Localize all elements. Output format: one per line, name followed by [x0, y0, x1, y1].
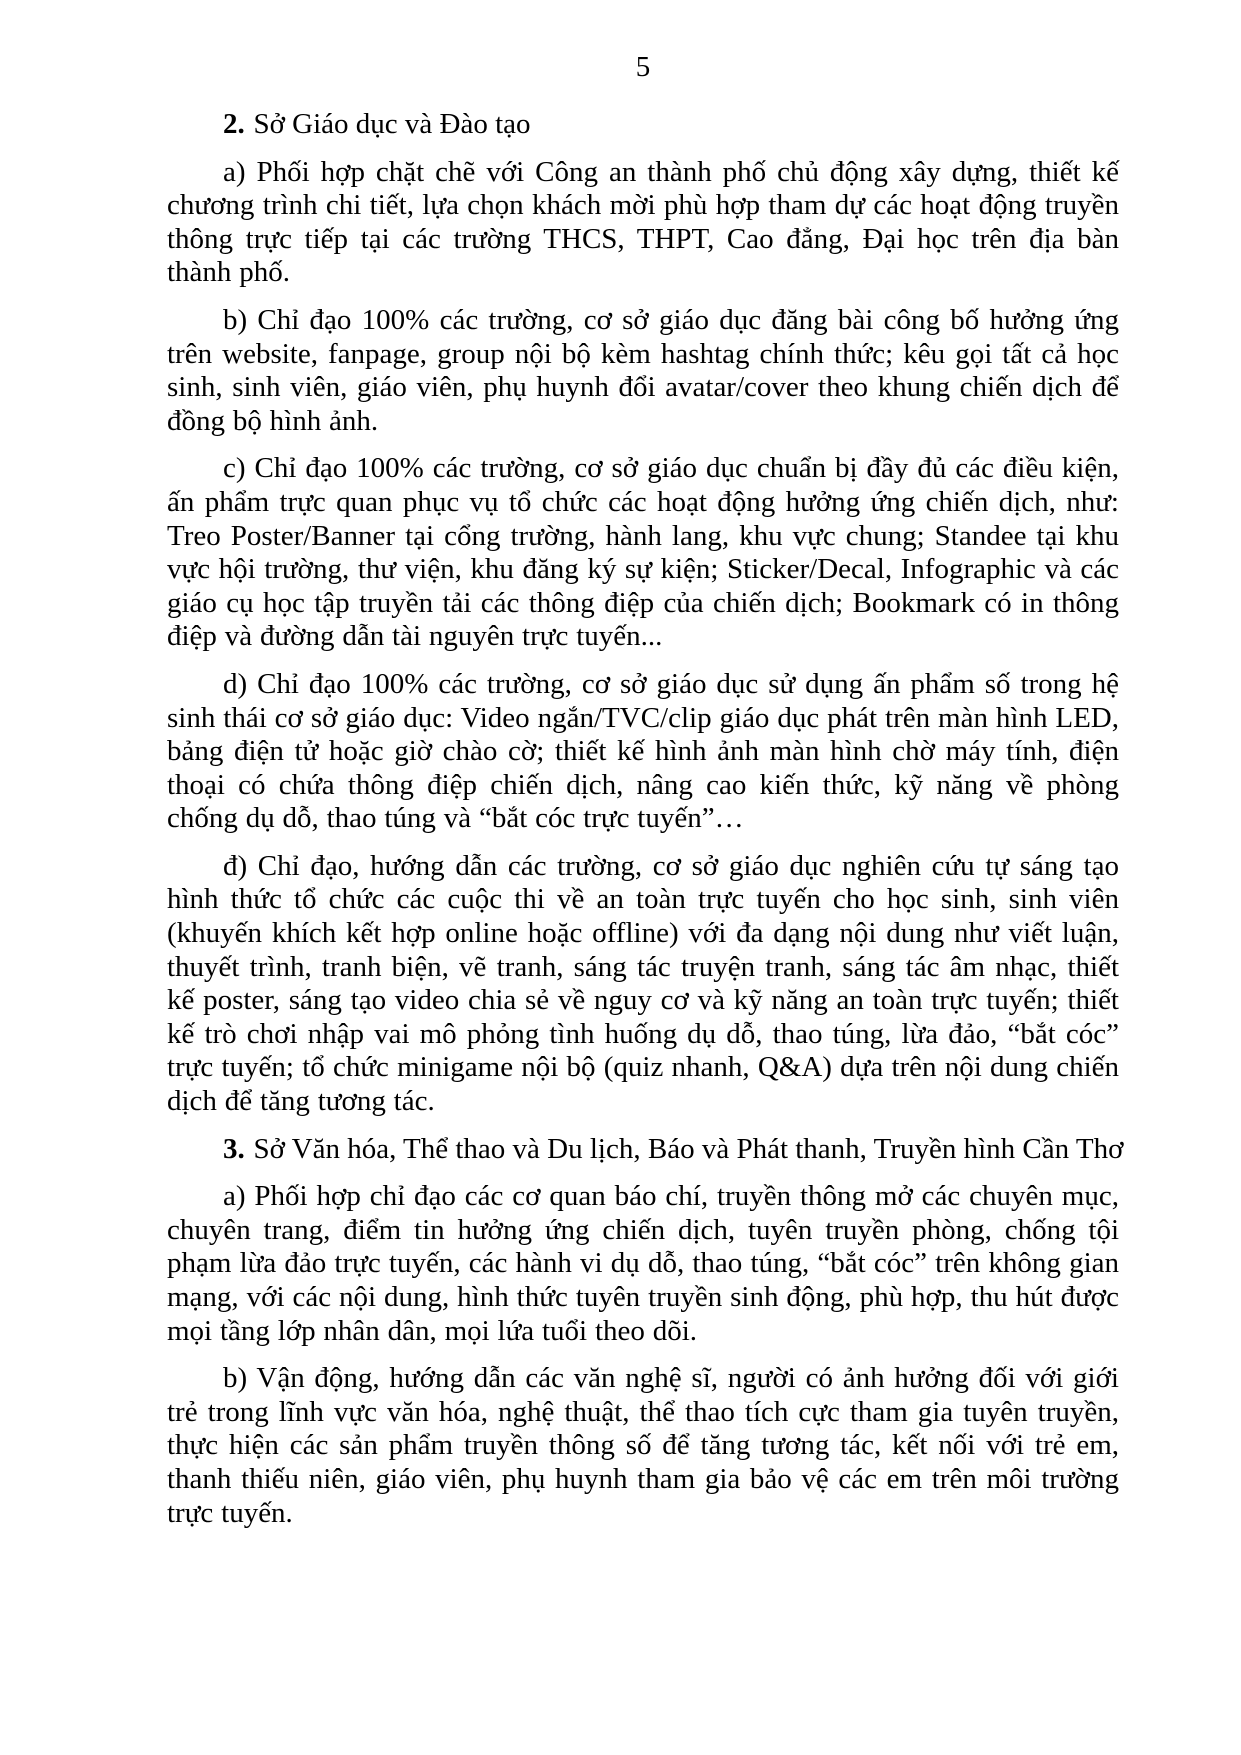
- paragraph-2dd: đ) Chỉ đạo, hướng dẫn các trường, cơ sở giáo dục nghiên cứu tự sáng tạo hình thức tổ chức các cuộc thi về an toàn trực tuyến cho học sinh, sinh viên (khuyến khích kết hợp online hoặc offline) với đa dạng nội dung như viết luận, thuyết trình, tranh biện, vẽ tranh, sáng tác truyện tranh, sáng tác âm nhạc, thiết kế poster, sáng tạo video chia sẻ về nguy cơ và kỹ năng an toàn trực tuyến; thiết kế trò chơi nhập vai mô phỏng tình huống dụ dỗ, thao túng, lừa đảo, “bắt cóc” trực tuyến; tổ chức minigame nội bộ (quiz nhanh, Q&A) dựa trên nội dung chiến dịch để tăng tương tác.: [167, 849, 1119, 1118]
- paragraph-3a: a) Phối hợp chỉ đạo các cơ quan báo chí, truyền thông mở các chuyên mục, chuyên trang, điểm tin hưởng ứng chiến dịch, tuyên truyền phòng, chống tội phạm lừa đảo trực tuyến, các hành vi dụ dỗ, thao túng, “bắt cóc” trên không gian mạng, với các nội dung, hình thức tuyên truyền sinh động, phù hợp, thu hút được mọi tầng lớp nhân dân, mọi lứa tuổi theo dõi.: [167, 1180, 1119, 1347]
- section-heading-3-number: 3.: [223, 1132, 245, 1165]
- section-heading-3: [167, 1132, 1124, 1167]
- section-heading-2-title: Sở Giáo dục và Đào tạo: [253, 108, 531, 140]
- page-number: 5: [635, 51, 651, 83]
- paragraph-2c: c) Chỉ đạo 100% các trường, cơ sở giáo dục chuẩn bị đầy đủ các điều kiện, ấn phẩm trực quan phục vụ tổ chức các hoạt động hưởng ứng chiến dịch, như: Treo Poster/Banner tại cổng trường, hành lang, khu vực chung; Standee tại khu vực hội trường, thư viện, khu đăng ký sự kiện; Sticker/Decal, Infographic và các giáo cụ học tập truyền tải các thông điệp của chiến dịch; Bookmark có in thông điệp và đường dẫn tài nguyên trực tuyến...: [167, 452, 1119, 653]
- paragraph-2b: b) Chỉ đạo 100% các trường, cơ sở giáo dục đăng bài công bố hưởng ứng trên website, fanpage, group nội bộ kèm hashtag chính thức; kêu gọi tất cả học sinh, sinh viên, giáo viên, phụ huynh đổi avatar/cover theo khung chiến dịch để đồng bộ hình ảnh.: [167, 303, 1119, 437]
- paragraph-3b: b) Vận động, hướng dẫn các văn nghệ sĩ, người có ảnh hưởng đối với giới trẻ trong lĩnh vực văn hóa, nghệ thuật, thể thao tích cực tham gia tuyên truyền, thực hiện các sản phẩm truyền thông số để tăng tương tác, kết nối với trẻ em, thanh thiếu niên, giáo viên, phụ huynh tham gia bảo vệ các em trên môi trường trực tuyến.: [167, 1362, 1119, 1529]
- section-heading-2-number: 2.: [223, 108, 245, 140]
- paragraph-2a: a) Phối hợp chặt chẽ với Công an thành phố chủ động xây dựng, thiết kế chương trình chi tiết, lựa chọn khách mời phù hợp tham dự các hoạt động truyền thông trực tiếp tại các trường THCS, THPT, Cao đẳng, Đại học trên địa bàn thành phố.: [167, 155, 1119, 289]
- section-heading-3-title: Sở Văn hóa, Thể thao và Du lịch, Báo và Phát thanh, Truyền hình Cần Thơ: [253, 1132, 1124, 1165]
- section-heading-2: [167, 108, 1119, 142]
- paragraph-2d: d) Chỉ đạo 100% các trường, cơ sở giáo dục sử dụng ấn phẩm số trong hệ sinh thái cơ sở giáo dục: Video ngắn/TVC/clip giáo dục phát trên màn hình LED, bảng điện tử hoặc giờ chào cờ; thiết kế hình ảnh màn hình chờ máy tính, điện thoại có chứa thông điệp chiến dịch, nâng cao kiến thức, kỹ năng về phòng chống dụ dỗ, thao túng và “bắt cóc trực tuyến”…: [167, 667, 1119, 835]
